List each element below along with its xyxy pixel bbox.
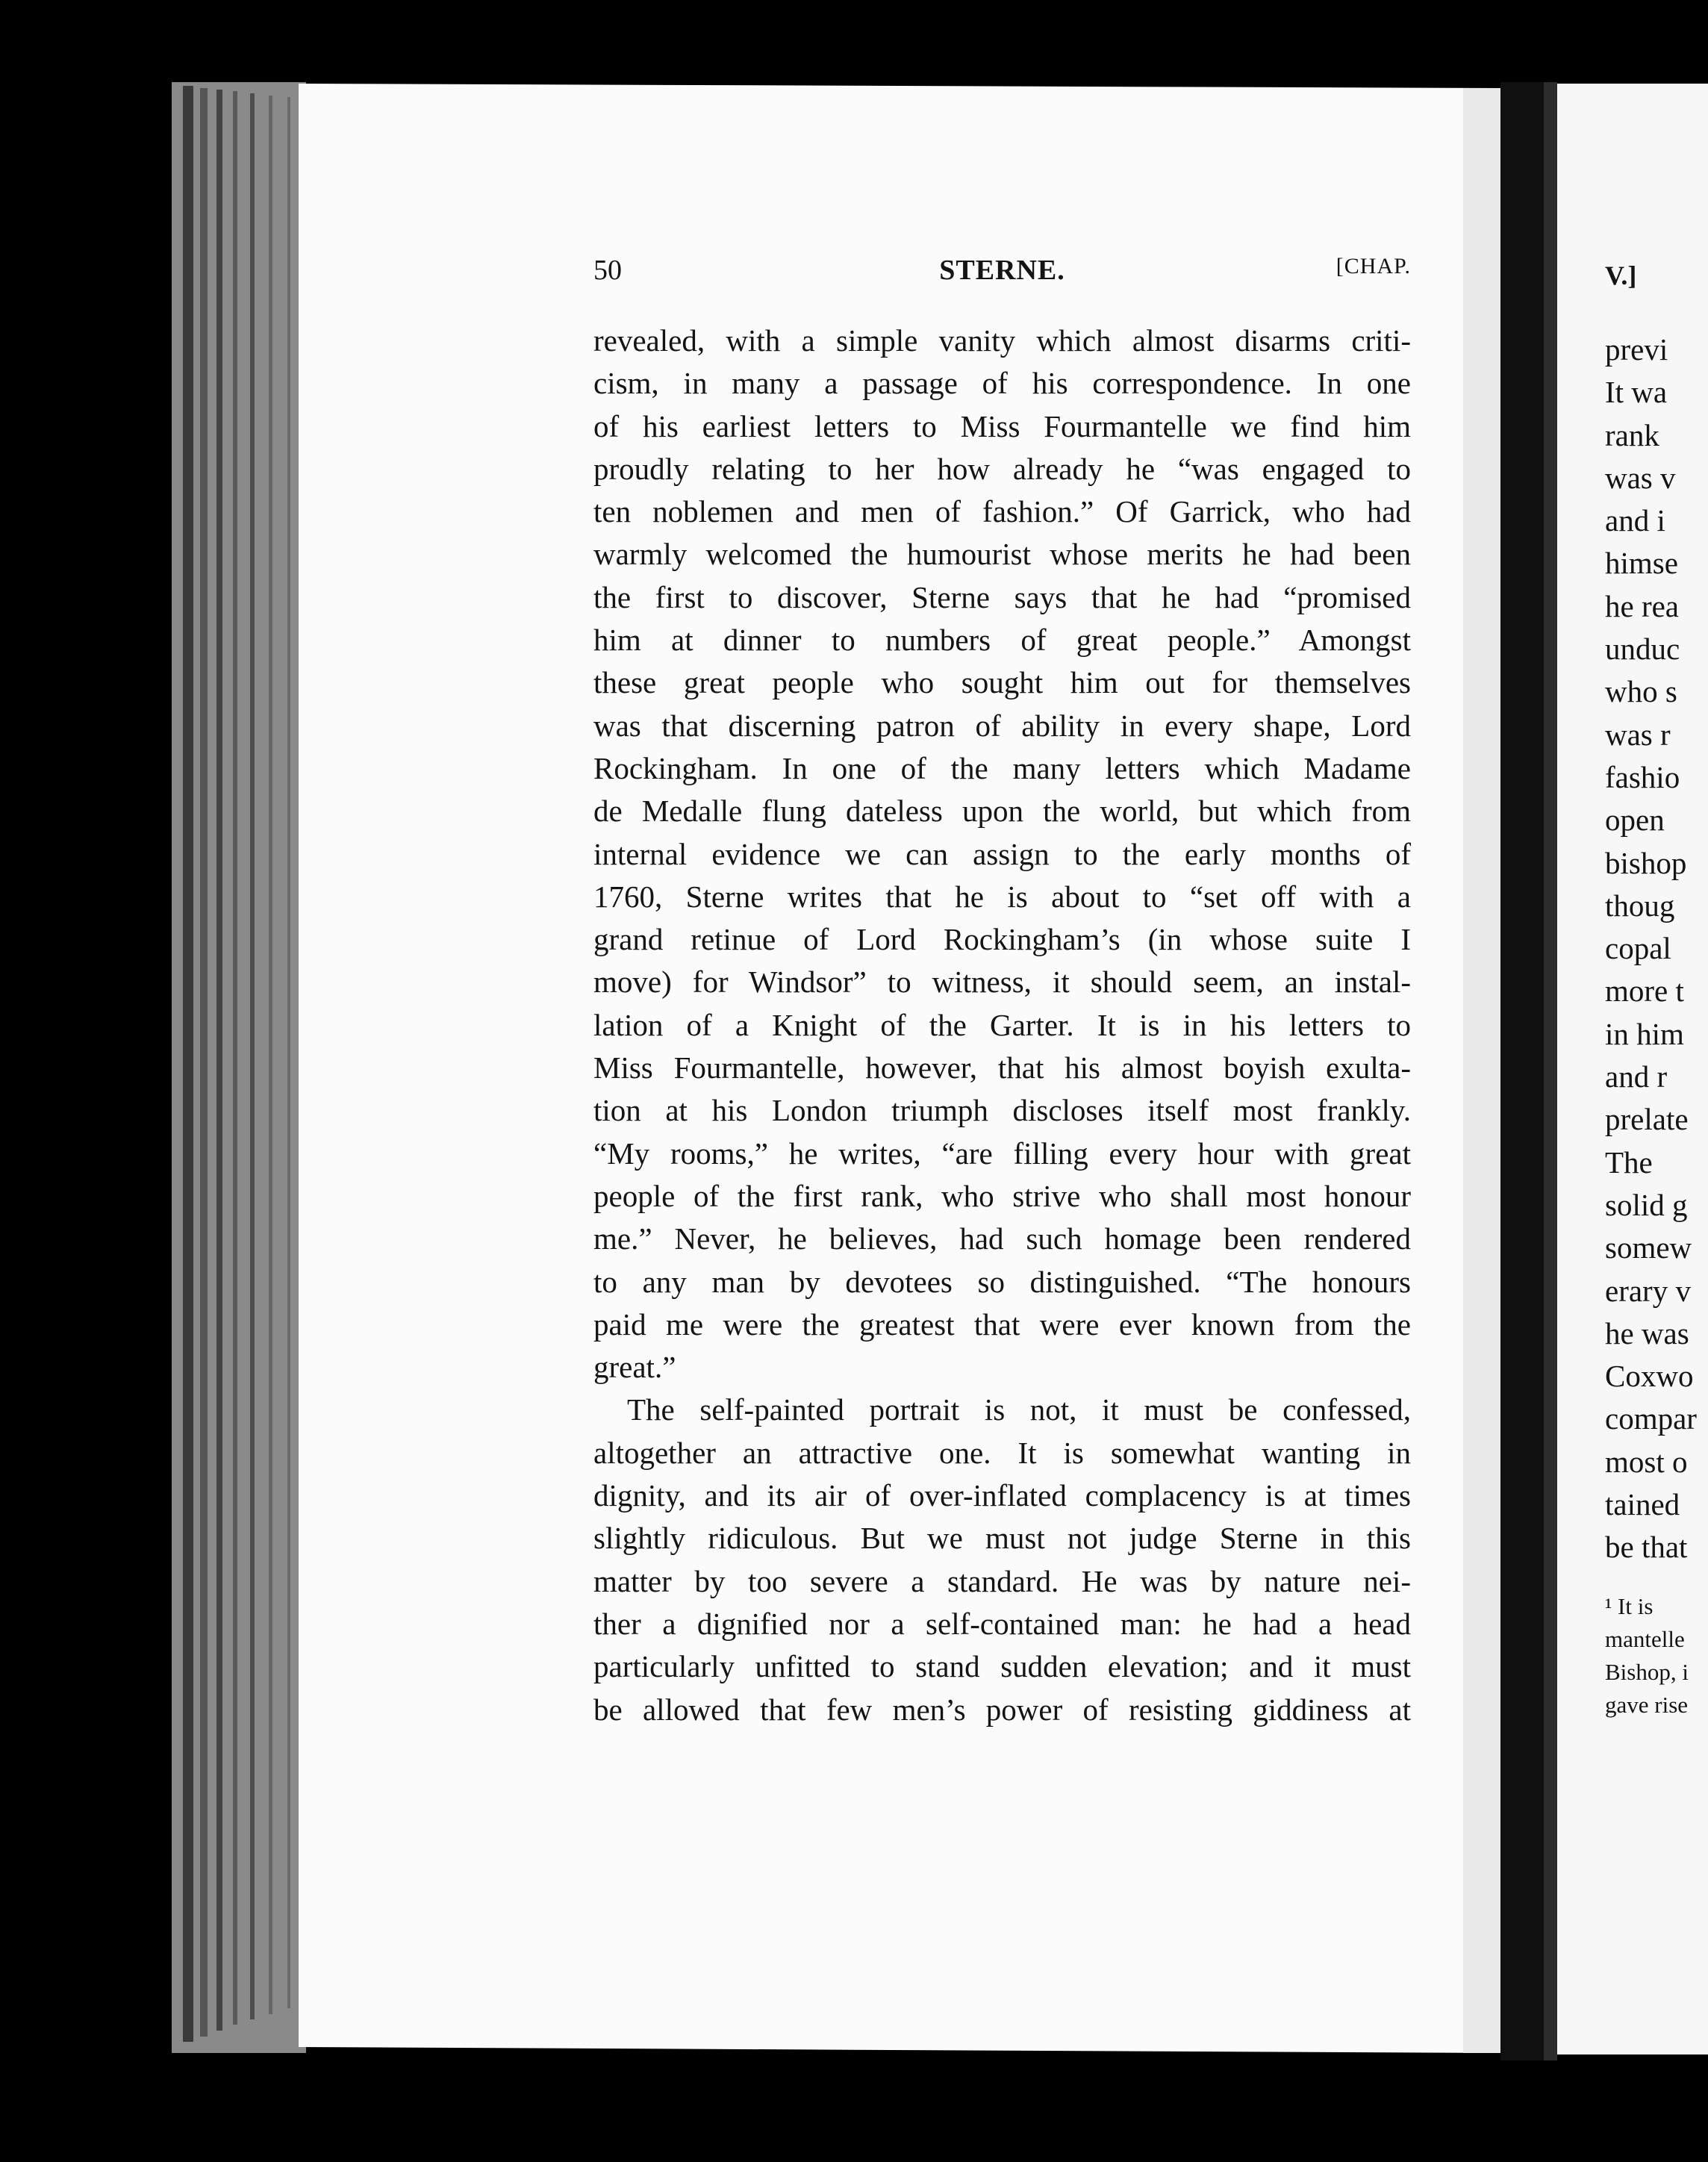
text-line: tion at his London triumph discloses itself most frankly. bbox=[593, 1093, 1411, 1128]
text-line: particularly unfitted to stand sudden elevation; and it must bbox=[593, 1649, 1411, 1684]
text-line: altogether an attractive one. It is somewhat wanting in bbox=[593, 1435, 1411, 1470]
text-line: dignity, and its air of over-inflated complacency is at times bbox=[593, 1478, 1411, 1513]
text-line: Rockingham. In one of the many letters which Madame bbox=[593, 750, 1411, 785]
text-line: matter by too severe a standard. He was by nature nei- bbox=[593, 1563, 1411, 1598]
right-page-footnotes bbox=[1605, 1590, 1708, 1722]
running-title: STERNE. bbox=[939, 255, 1065, 286]
right-text-line: bishop bbox=[1605, 845, 1687, 880]
text-line: ther a dignified nor a self-contained man: he had a head bbox=[593, 1606, 1411, 1641]
text-line: move) for Windsor” to witness, it should seem, an instal- bbox=[593, 965, 1411, 1000]
text-line: proudly relating to her how already he “was engaged to bbox=[593, 451, 1411, 486]
text-line: to any man by devotees so distinguished. “The honours bbox=[593, 1264, 1411, 1299]
right-text-line: unduc bbox=[1605, 632, 1680, 667]
right-text-line: and r bbox=[1605, 1059, 1668, 1094]
right-text-line: and i bbox=[1605, 503, 1665, 538]
right-text-line: thoug bbox=[1605, 888, 1675, 923]
chapter-mark: [CHAP. bbox=[1335, 254, 1411, 278]
right-text-line: fashio bbox=[1605, 759, 1680, 794]
right-text-line: who s bbox=[1605, 674, 1677, 709]
right-footnote-line: Bishop, i bbox=[1605, 1659, 1689, 1685]
text-line: be allowed that few men’s power of resisting giddiness at bbox=[593, 1692, 1411, 1727]
right-text-line: previ bbox=[1605, 332, 1668, 367]
book-gutter bbox=[1500, 82, 1545, 2060]
right-text-line: somew bbox=[1605, 1230, 1692, 1265]
text-line: grand retinue of Lord Rockingham’s (in whose suite I bbox=[593, 922, 1411, 957]
right-text-line: most o bbox=[1605, 1444, 1688, 1479]
right-text-line: more t bbox=[1605, 973, 1684, 1009]
right-text-line: The bbox=[1605, 1144, 1653, 1180]
text-line: internal evidence we can assign to the early months of bbox=[593, 836, 1411, 871]
right-text-line: in him bbox=[1605, 1016, 1684, 1051]
text-line: warmly welcomed the humourist whose merits he had been bbox=[593, 537, 1411, 572]
right-chapter-mark: V.] bbox=[1605, 261, 1637, 290]
right-text-line: rank bbox=[1605, 417, 1659, 452]
text-line: slightly ridiculous. But we must not judge Sterne in this bbox=[593, 1521, 1411, 1556]
right-page-body bbox=[1605, 328, 1708, 1569]
text-line: him at dinner to numbers of great people.” Amongst bbox=[593, 623, 1411, 658]
text-line: lation of a Knight of the Garter. It is in his letters to bbox=[593, 1007, 1411, 1042]
right-text-line: was v bbox=[1605, 460, 1676, 495]
text-line: me.” Never, he believes, had such homage been rendered bbox=[593, 1221, 1411, 1256]
page-number: 50 bbox=[593, 255, 622, 286]
right-text-line: erary v bbox=[1605, 1273, 1691, 1308]
paragraph-start-line: The self-painted portrait is not, it must be confessed, bbox=[627, 1392, 1411, 1427]
right-footnote-line: gave rise bbox=[1605, 1692, 1689, 1718]
text-line: revealed, with a simple vanity which almost disarms criti- bbox=[593, 323, 1411, 358]
right-footnote-line: ¹ It is bbox=[1605, 1593, 1654, 1619]
text-line: 1760, Sterne writes that he is about to “set off with a bbox=[593, 879, 1411, 914]
text-line: ten noblemen and men of fashion.” Of Garrick, who had bbox=[593, 494, 1411, 529]
text-line: of his earliest letters to Miss Fourmantelle we find him bbox=[593, 408, 1411, 443]
right-text-line: was r bbox=[1605, 717, 1671, 752]
text-line: people of the first rank, who strive who shall most honour bbox=[593, 1178, 1411, 1213]
running-head bbox=[593, 254, 1411, 299]
text-line: cism, in many a passage of his correspondence. In one bbox=[593, 366, 1411, 401]
text-line: Miss Fourmantelle, however, that his almost boyish exulta- bbox=[593, 1050, 1411, 1085]
text-line: paid me were the greatest that were ever known from the bbox=[593, 1306, 1411, 1342]
page-body bbox=[593, 320, 1411, 1731]
right-text-line: open bbox=[1605, 803, 1665, 838]
right-text-line: prelate bbox=[1605, 1102, 1689, 1137]
right-text-line: solid g bbox=[1605, 1187, 1688, 1222]
text-line: de Medalle flung dateless upon the world, but which from bbox=[593, 794, 1411, 829]
right-text-line: he rea bbox=[1605, 588, 1679, 623]
right-text-line: be that bbox=[1605, 1530, 1688, 1565]
right-text-line: tained bbox=[1605, 1487, 1680, 1522]
right-text-line: It wa bbox=[1605, 375, 1668, 410]
right-text-line: he was bbox=[1605, 1315, 1689, 1351]
text-line: these great people who sought him out for themselves bbox=[593, 665, 1411, 700]
text-line: was that discerning patron of ability in every shape, Lord bbox=[593, 708, 1411, 743]
right-text-line: himse bbox=[1605, 546, 1678, 581]
right-footnote-line: mantelle bbox=[1605, 1626, 1685, 1652]
text-line: great.” bbox=[593, 1350, 676, 1385]
right-text-line: compar bbox=[1605, 1401, 1697, 1436]
text-line: the first to discover, Sterne says that he had “promised bbox=[593, 579, 1411, 614]
text-line: “My rooms,” he writes, “are filling every hour with great bbox=[593, 1135, 1411, 1171]
right-text-line: Coxwo bbox=[1605, 1359, 1694, 1394]
right-text-line: copal bbox=[1605, 931, 1671, 966]
